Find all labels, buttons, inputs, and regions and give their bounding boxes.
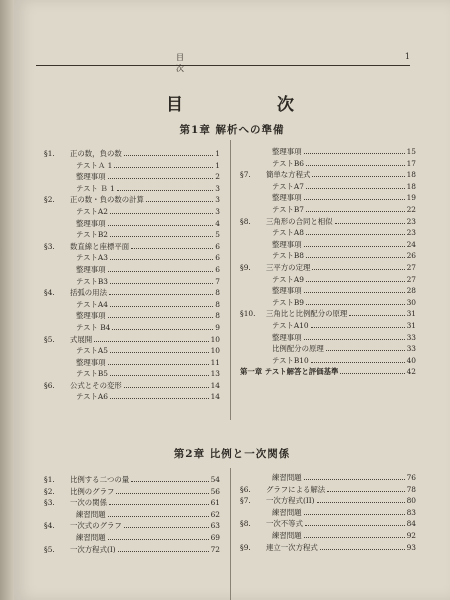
page-number: 6 [215, 241, 220, 251]
toc-section-entry [44, 241, 220, 253]
page-number: 19 [406, 193, 416, 203]
page-number: 92 [406, 530, 416, 540]
dot-leader [311, 327, 405, 328]
page-number: 8 [215, 288, 220, 298]
header-rule [36, 65, 410, 66]
dot-leader [306, 257, 405, 258]
book-spine-shadow [0, 0, 14, 600]
dot-leader [306, 211, 405, 212]
page-number: 56 [210, 486, 220, 496]
entry-title: 整理事項 [76, 311, 106, 321]
toc-subentry [240, 343, 416, 355]
entry-title: テストA10 [272, 320, 309, 330]
toc-section-entry [44, 520, 220, 532]
toc-subentry [240, 192, 416, 204]
page-number: 26 [406, 251, 416, 261]
page-number: 42 [406, 367, 416, 377]
page-number: 10 [210, 334, 220, 344]
dot-leader [124, 527, 209, 528]
page-number: 13 [210, 369, 220, 379]
dot-leader [312, 269, 405, 270]
toc-section-entry [44, 544, 220, 556]
running-head-page-number: 1 [404, 52, 410, 61]
toc-section-entry [240, 169, 416, 181]
entry-title: テスト Ｂ 1 [76, 183, 115, 193]
page-number: 8 [215, 299, 220, 309]
toc-subentry [240, 250, 416, 262]
section-number: §1. [44, 149, 55, 158]
dot-leader [306, 188, 405, 189]
toc-section-entry [44, 497, 220, 509]
dot-leader [327, 491, 405, 492]
entry-title: 練習問題 [76, 532, 106, 542]
toc-subentry [44, 229, 220, 241]
entry-title: 三角比と比例配分の原理 [266, 309, 348, 319]
toc-section-entry [44, 380, 220, 392]
dot-leader [110, 236, 213, 237]
page-number: 2 [215, 172, 220, 182]
section-number: §7. [240, 170, 251, 180]
page-number: 93 [406, 542, 416, 552]
dot-leader [118, 551, 209, 552]
page-number: 14 [210, 380, 220, 390]
page-number: 33 [406, 344, 416, 354]
page-number: 76 [406, 473, 416, 482]
toc-section-entry [44, 334, 220, 346]
entry-title: 練習問題 [272, 507, 302, 517]
toc-subentry [44, 299, 220, 311]
section-number: §10. [240, 309, 256, 319]
column-divider [230, 140, 231, 420]
dot-leader [304, 246, 405, 247]
entry-title: グラフによる解法 [266, 484, 326, 494]
entry-title: 一次の関係 [70, 498, 107, 508]
dot-leader [116, 493, 209, 494]
page-number: 33 [406, 332, 416, 342]
entry-title: テストB7 [272, 204, 305, 214]
entry-title: テストA5 [76, 346, 108, 356]
toc-subentry [44, 171, 220, 183]
dot-leader [110, 306, 213, 307]
toc-subentry [44, 368, 220, 380]
page-number: 31 [406, 320, 416, 330]
toc-subentry [44, 310, 220, 322]
page-number: 14 [210, 392, 220, 402]
page-number: 1 [215, 149, 220, 158]
page-number: 63 [210, 521, 220, 531]
entry-title: 簡単な方程式 [266, 170, 311, 180]
toc-subentry [44, 391, 220, 403]
toc-subentry [240, 204, 416, 216]
toc-subentry [44, 218, 220, 230]
section-number: §6. [44, 380, 55, 390]
dot-leader [108, 317, 213, 318]
page-number: 24 [406, 239, 416, 249]
entry-title: テストA2 [76, 206, 108, 216]
entry-title: 比例配分の原理 [272, 344, 324, 354]
toc-subentry [240, 297, 416, 309]
section-number: §2. [44, 195, 55, 205]
toc-section-entry [240, 484, 416, 496]
dot-leader [108, 225, 213, 226]
toc-subentry [240, 530, 416, 542]
toc-subentry [240, 507, 416, 519]
toc-subentry [240, 285, 416, 297]
entry-title: 一次方程式(II) [266, 496, 315, 506]
dot-leader [114, 167, 213, 168]
entry-title: 一次式のグラフ [70, 521, 122, 531]
page-number: 83 [406, 507, 416, 517]
entry-title: 整理事項 [272, 332, 302, 342]
dot-leader [109, 294, 213, 295]
toc-subentry [44, 252, 220, 264]
page-number: 11 [210, 357, 220, 367]
dot-leader [304, 199, 405, 200]
entry-title: テストA8 [272, 228, 304, 238]
page-number: 22 [406, 204, 416, 214]
page-number: 62 [210, 509, 220, 519]
dot-leader [305, 525, 405, 526]
entry-title: 整理事項 [76, 357, 106, 367]
entry-title: テストA9 [272, 274, 304, 284]
section-number: §6. [240, 484, 251, 494]
section-number: §4. [44, 521, 55, 531]
page-number: 8 [215, 311, 220, 321]
entry-title: 数直線と座標平面 [70, 241, 130, 251]
dot-leader [320, 549, 405, 550]
entry-title: 整理事項 [272, 147, 302, 156]
entry-title: テストB9 [272, 297, 305, 307]
section-number: §8. [240, 216, 251, 226]
toc-subentry [44, 160, 220, 172]
entry-title: 第一章 テスト解答と評価基準 [240, 367, 339, 377]
toc-section-entry [240, 542, 416, 554]
toc-subentry [44, 264, 220, 276]
dot-leader [108, 178, 213, 179]
dot-leader [304, 537, 405, 538]
entry-title: 練習問題 [272, 473, 302, 482]
entry-title: 比例する二つの量 [70, 475, 130, 484]
dot-leader [108, 539, 209, 540]
toc-section-entry [240, 216, 416, 228]
toc-section-entry [44, 194, 220, 206]
dot-leader [131, 481, 209, 482]
dot-leader [340, 373, 405, 374]
dot-leader [124, 387, 209, 388]
entry-title: 一次方程式(I) [70, 544, 116, 554]
section-number: §9. [240, 262, 251, 272]
section-number: §8. [240, 519, 251, 529]
page-number: 69 [210, 532, 220, 542]
page-number: 6 [215, 253, 220, 263]
page-number: 31 [406, 309, 416, 319]
page-number: 5 [215, 230, 220, 240]
dot-leader [110, 283, 213, 284]
dot-leader [304, 292, 405, 293]
page-number: 18 [406, 170, 416, 180]
dot-leader [311, 362, 405, 363]
entry-title: 正の数，負の数 [70, 149, 122, 158]
dot-leader [146, 201, 213, 202]
dot-leader [349, 315, 405, 316]
dot-leader [326, 350, 405, 351]
toc-section-entry [240, 518, 416, 530]
running-head-title: 目 次 [176, 53, 256, 73]
dot-leader [306, 281, 405, 282]
page-number: 23 [406, 228, 416, 238]
entry-title: 括弧の用法 [70, 288, 107, 298]
section-number: §5. [44, 544, 55, 554]
dot-leader [306, 234, 405, 235]
toc-section-entry [240, 495, 416, 507]
toc-title: 目 次 [166, 95, 338, 115]
entry-title: 整理事項 [272, 239, 302, 249]
entry-title: テストB8 [272, 251, 305, 261]
entry-title: 一次不等式 [266, 519, 303, 529]
dot-leader [110, 398, 209, 399]
entry-title: 公式とその変形 [70, 380, 122, 390]
dot-leader [131, 248, 213, 249]
page-number: 3 [215, 206, 220, 216]
page-number: 7 [215, 276, 220, 286]
dot-leader [94, 341, 209, 342]
entry-title: 比例のグラフ [70, 486, 115, 496]
chapter2-left-column [44, 474, 220, 555]
chapter1-heading: 第1章 解析への準備 [179, 124, 285, 136]
entry-title: 整理事項 [76, 218, 106, 228]
running-head [36, 52, 410, 73]
chapter1-right-column [240, 146, 416, 378]
entry-title: 練習問題 [76, 509, 106, 519]
toc-subentry [44, 509, 220, 521]
entry-title: 三角形の合同と相似 [266, 216, 333, 226]
page-number: 3 [215, 183, 220, 193]
section-number: §4. [44, 288, 55, 298]
dot-leader [304, 153, 405, 154]
toc-subentry [240, 239, 416, 251]
entry-title: テストＡ 1 [76, 160, 113, 170]
dot-leader [304, 479, 405, 480]
dot-leader [304, 339, 405, 340]
entry-title: テストB6 [272, 158, 305, 168]
dot-leader [110, 259, 213, 260]
dot-leader [306, 304, 405, 305]
entry-title: テストA7 [272, 181, 304, 191]
page-number: 30 [406, 297, 416, 307]
page-number: 40 [406, 355, 416, 365]
toc-subentry [240, 332, 416, 344]
page-number: 27 [406, 274, 416, 284]
entry-title: 正の数・負の数の計算 [70, 195, 144, 205]
entry-title: 整理事項 [76, 264, 106, 274]
toc-subentry [44, 345, 220, 357]
entry-title: 練習問題 [272, 530, 302, 540]
dot-leader [110, 213, 213, 214]
page-number: 17 [406, 158, 416, 168]
dot-leader [306, 165, 405, 166]
book-page [14, 0, 450, 600]
entry-title: テストA6 [76, 392, 108, 402]
toc-section-entry [240, 308, 416, 320]
dot-leader [109, 504, 209, 505]
page-number: 27 [406, 262, 416, 272]
toc-subentry [240, 181, 416, 193]
dot-leader [108, 516, 209, 517]
toc-subentry [44, 276, 220, 288]
column-divider [230, 468, 231, 600]
page-number: 1 [215, 160, 220, 170]
page-number: 18 [406, 181, 416, 191]
dot-leader [117, 190, 213, 191]
toc-subentry [44, 322, 220, 334]
entry-title: テストA3 [76, 253, 108, 263]
section-number: §3. [44, 241, 55, 251]
page-number: 28 [406, 286, 416, 296]
entry-title: 整理事項 [272, 286, 302, 296]
page-number: 54 [210, 475, 220, 484]
dot-leader [317, 502, 405, 503]
dot-leader [335, 223, 405, 224]
chapter2-heading: 第2章 比例と一次関係 [173, 448, 291, 460]
toc-section-entry [44, 474, 220, 486]
toc-section-entry [44, 148, 220, 160]
toc-section-entry [240, 262, 416, 274]
entry-title: 式展開 [70, 334, 93, 344]
page-number: 23 [406, 216, 416, 226]
section-number: §1. [44, 475, 55, 484]
page-number: 80 [406, 496, 416, 506]
page-number: 72 [210, 544, 220, 554]
toc-subentry [240, 355, 416, 367]
toc-subentry [44, 183, 220, 195]
section-number: §5. [44, 334, 55, 344]
entry-title: 連立一次方程式 [266, 542, 318, 552]
toc-subentry [44, 206, 220, 218]
toc-subentry [240, 146, 416, 158]
toc-subentry [240, 320, 416, 332]
entry-title: 三平方の定理 [266, 262, 311, 272]
dot-leader [108, 271, 213, 272]
section-number: §9. [240, 542, 251, 552]
toc-section-entry [44, 486, 220, 498]
page-number: 15 [406, 147, 416, 156]
chapter2-right-column [240, 472, 416, 553]
toc-section-entry [44, 287, 220, 299]
entry-title: テストA4 [76, 299, 108, 309]
section-number: §2. [44, 486, 55, 496]
page-number: 78 [406, 484, 416, 494]
page-number: 10 [210, 346, 220, 356]
toc-subentry [240, 274, 416, 286]
page-number: 9 [215, 322, 220, 332]
entry-title: テストB3 [76, 276, 109, 286]
toc-summary-entry [240, 366, 416, 378]
entry-title: 整理事項 [76, 172, 106, 182]
section-number: §3. [44, 498, 55, 508]
entry-title: 整理事項 [272, 193, 302, 203]
page-number: 3 [215, 195, 220, 205]
entry-title: テストB10 [272, 355, 309, 365]
dot-leader [108, 364, 209, 365]
toc-subentry [44, 357, 220, 369]
chapter1-left-column [44, 148, 220, 403]
toc-subentry [240, 158, 416, 170]
dot-leader [112, 329, 213, 330]
dot-leader [110, 352, 209, 353]
page-number: 4 [215, 218, 220, 228]
page-number: 61 [210, 498, 220, 508]
dot-leader [124, 155, 213, 156]
dot-leader [312, 176, 405, 177]
dot-leader [110, 375, 209, 376]
section-number: §7. [240, 496, 251, 506]
dot-leader [304, 514, 405, 515]
toc-subentry [240, 227, 416, 239]
toc-subentry [240, 472, 416, 484]
page-number: 6 [215, 264, 220, 274]
page-number: 84 [406, 519, 416, 529]
entry-title: テストB2 [76, 230, 109, 240]
entry-title: テスト B4 [76, 322, 111, 332]
entry-title: テストB5 [76, 369, 109, 379]
toc-subentry [44, 532, 220, 544]
